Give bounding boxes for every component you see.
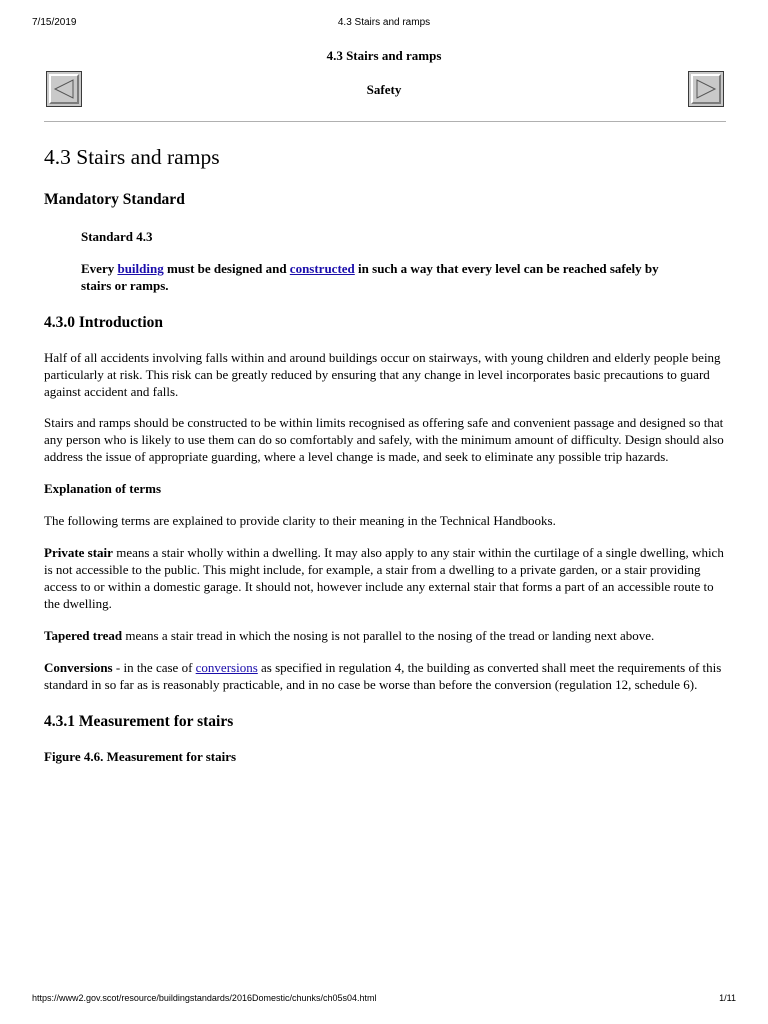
standard-text-part: Every [81,261,118,276]
standard-text-part: must be designed and [163,261,290,276]
introduction-heading: 4.3.0 Introduction [44,314,163,331]
measurement-heading: 4.3.1 Measurement for stairs [44,713,234,730]
explanation-intro: The following terms are explained to provide clarity to their meaning in the Technical Handbooks. [44,513,556,528]
print-footer [0,993,768,1007]
definition-text: means a stair wholly within a dwelling. It may also apply to any stair within the curtilage of a single dwelling, which is not accessible to the public. This might include, for example, a stair from a dwelling to a private garden, or a stair providing access to or within a domestic garage. It should not, however include any external stair that forms a part of an accessible route to the dwelling. [44,545,724,611]
definition-text: as specified in regulation 4, the building as converted shall meet the requirements of this standard in so far as is reasonably practicable, and in no case be worse than before the conversion (regulation 12, schedule 6). [44,660,722,692]
conversions-definition [44,659,726,693]
figure-caption: Figure 4.6. Measurement for stairs [44,749,237,764]
right-triangle-icon [695,79,717,99]
standard-text-part: in such a way that every level can be reached safely by stairs or ramps. [81,261,659,293]
print-url: https://www2.gov.scot/resource/buildingstandards/2016Domestic/chunks/ch05s04.html [32,993,377,1003]
next-page-button[interactable] [688,71,724,107]
print-date: 7/15/2019 [32,17,77,28]
explanation-of-terms-heading: Explanation of terms [44,481,161,496]
page-title: 4.3 Stairs and ramps [44,145,220,169]
nav-subtitle: Safety [366,82,402,97]
conversions-link[interactable]: conversions [195,660,258,675]
term: Tapered tread [44,628,123,643]
definition-text: - in the case of [112,660,196,675]
intro-paragraph: Stairs and ramps should be constructed to be within limits recognised as offering safe and convenient passage and designed so that any person who is likely to use them can do so comfortably and safely, with the minimum amount of difficulty. Design should also address the issue of appropriate guarding, where a level change is made, and seek to eliminate any possible trip hazards. [44,415,724,464]
mandatory-standard-heading: Mandatory Standard [44,191,185,208]
print-header [0,17,768,31]
previous-page-button[interactable] [46,71,82,107]
standard-label: Standard 4.3 [81,229,153,244]
page-number: 1/11 [719,993,736,1003]
standard-text [81,260,661,294]
nav-title: 4.3 Stairs and ramps [326,48,442,63]
page-content [44,143,726,765]
term: Conversions [44,660,113,675]
left-triangle-icon [53,79,75,99]
constructed-link[interactable]: constructed [289,261,355,276]
private-stair-definition [44,544,726,612]
print-title: 4.3 Stairs and ramps [337,17,431,28]
header-divider [44,121,726,122]
definition-text: means a stair tread in which the nosing is not parallel to the nosing of the tread or landing next above. [122,628,655,643]
term: Private stair [44,545,113,560]
building-link[interactable]: building [117,261,164,276]
intro-paragraph: Half of all accidents involving falls within and around buildings occur on stairways, with young children and elderly people being particularly at risk. This risk can be greatly reduced by ensuring that any change in level incorporates basic precautions to guard against accident and falls. [44,350,721,399]
tapered-tread-definition [44,627,726,644]
